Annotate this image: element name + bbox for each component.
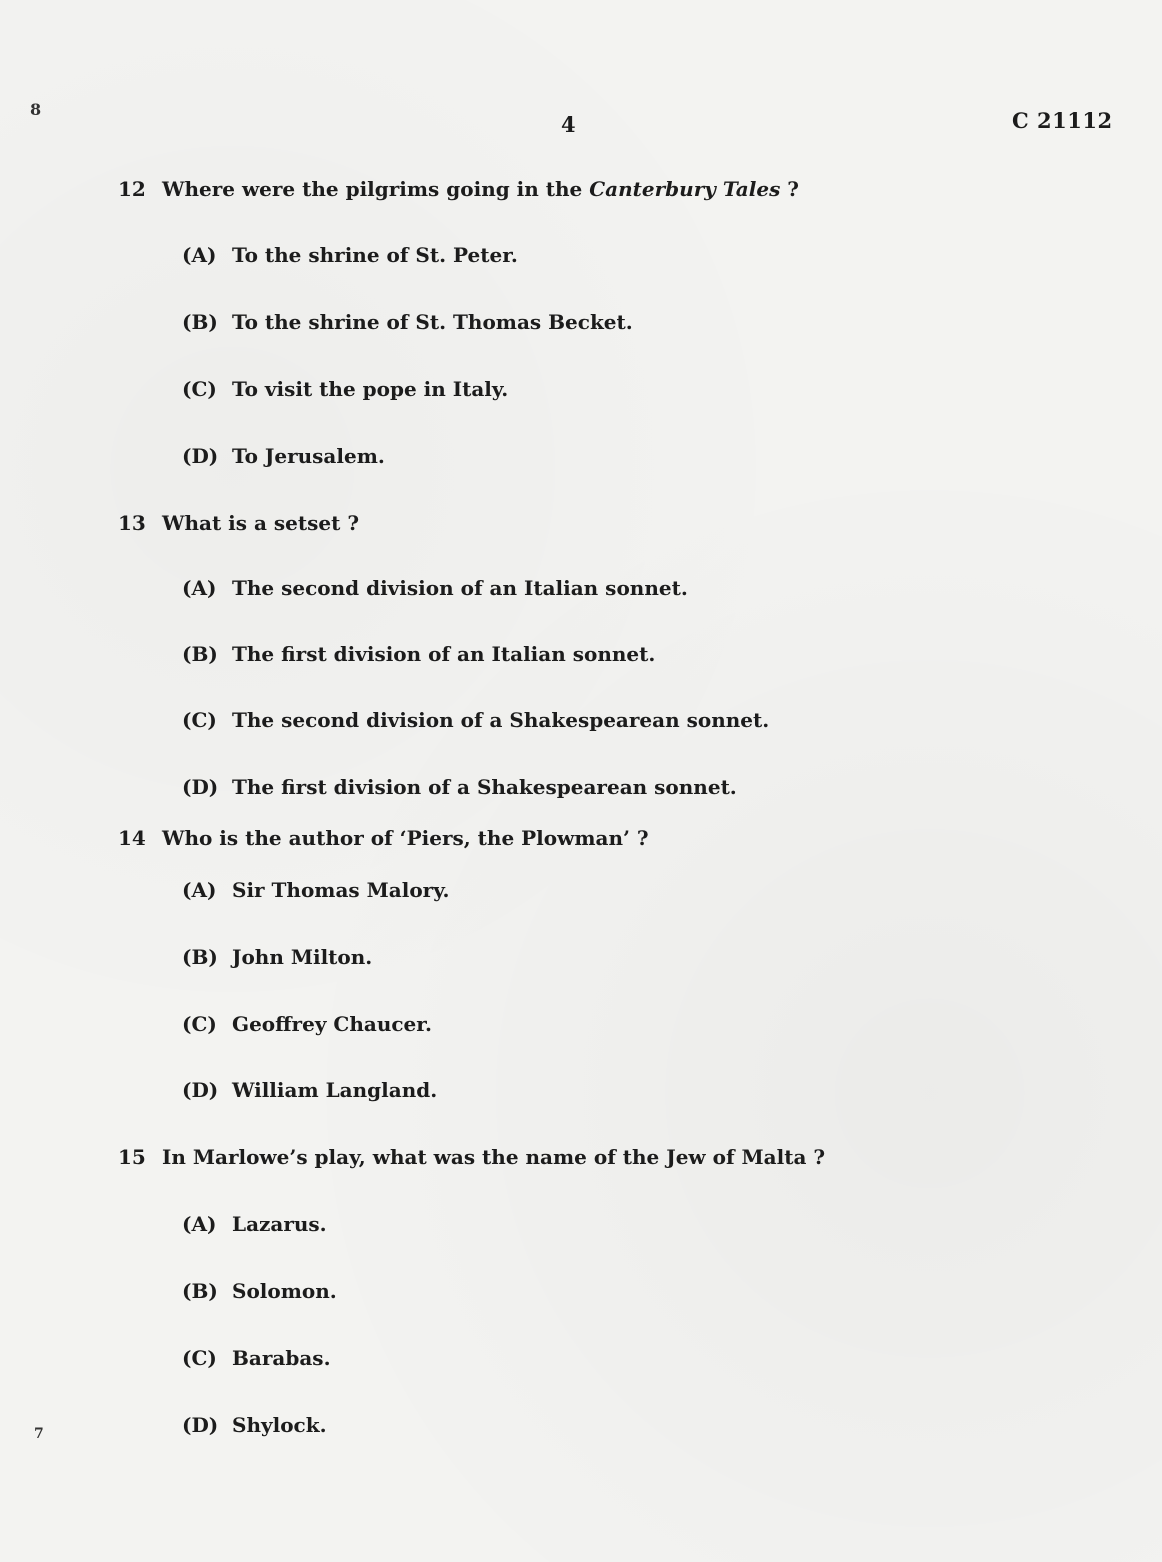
option-text: John Milton. [232,945,373,969]
option-13-d [182,775,737,799]
option-text: To Jerusalem. [232,444,385,468]
option-label: (C) [182,1012,217,1036]
option-label: (C) [182,708,217,732]
option-text: To visit the pope in Italy. [232,377,509,401]
corner-mark: 8 [30,100,42,119]
question-text: Where were the pilgrims going in the [162,177,590,201]
option-12-c [182,377,508,401]
bottom-corner-mark: 7 [34,1426,44,1442]
option-text: The first division of an Italian sonnet. [232,642,656,666]
option-label: (B) [182,945,218,969]
question-15 [118,1145,825,1169]
option-label: (C) [182,377,217,401]
option-text: William Langland. [232,1078,438,1102]
option-14-b [182,945,372,969]
question-12 [118,177,799,201]
option-label: (D) [182,1413,219,1437]
option-15-c [182,1346,331,1370]
option-label: (B) [182,1279,218,1303]
option-text: Geoffrey Chaucer. [232,1012,432,1036]
question-text: In Marlowe’s play, what was the name of the Jew of Malta ? [162,1145,826,1169]
option-15-d [182,1413,327,1437]
question-number: 13 [118,511,146,535]
question-13 [118,511,359,535]
question-number: 14 [118,826,146,850]
option-label: (A) [182,243,217,267]
option-text: The second division of an Italian sonnet. [232,576,688,600]
option-12-a [182,243,518,267]
page-number: 4 [561,112,576,137]
option-label: (B) [182,310,218,334]
question-14 [118,826,649,850]
question-text: Who is the author of ‘Piers, the Plowman’ ? [162,826,649,850]
option-label: (C) [182,1346,217,1370]
option-text: The first division of a Shakespearean sonnet. [232,775,737,799]
option-label: (B) [182,642,218,666]
option-13-b [182,642,655,666]
option-14-a [182,878,450,902]
option-15-b [182,1279,337,1303]
option-text: Solomon. [232,1279,337,1303]
option-label: (D) [182,775,219,799]
option-label: (A) [182,1212,217,1236]
question-text-italic: Canterbury Tales [589,177,781,201]
option-15-a [182,1212,327,1236]
option-14-c [182,1012,432,1036]
option-13-a [182,576,688,600]
question-text-end: ? [780,177,800,201]
option-14-d [182,1078,437,1102]
option-label: (A) [182,878,217,902]
question-text: What is a setset ? [162,511,360,535]
question-number: 12 [118,177,146,201]
option-text: Shylock. [232,1413,327,1437]
option-text: Barabas. [232,1346,331,1370]
paper-code: C 21112 [1012,108,1113,133]
option-text: The second division of a Shakespearean sonnet. [232,708,770,732]
option-text: To the shrine of St. Thomas Becket. [232,310,633,334]
option-label: (A) [182,576,217,600]
option-text: To the shrine of St. Peter. [232,243,518,267]
option-text: Lazarus. [232,1212,327,1236]
option-label: (D) [182,444,219,468]
question-number: 15 [118,1145,146,1169]
option-label: (D) [182,1078,219,1102]
option-text: Sir Thomas Malory. [232,878,450,902]
option-12-b [182,310,633,334]
option-12-d [182,444,385,468]
option-13-c [182,708,769,732]
